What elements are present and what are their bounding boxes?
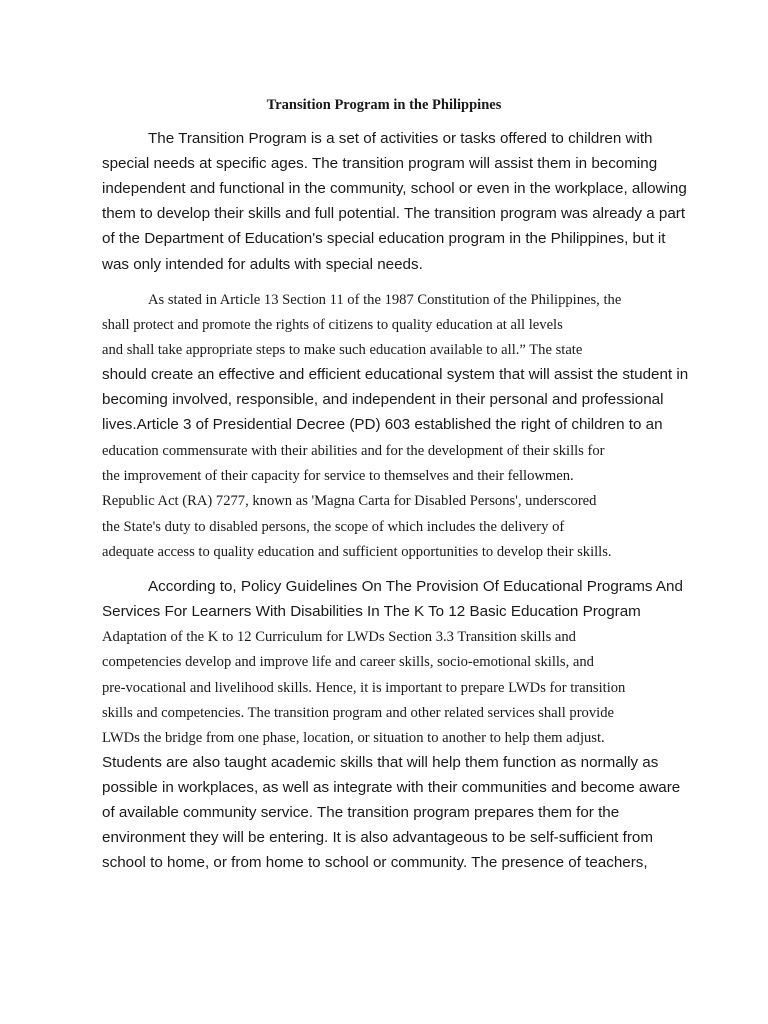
paragraph-3-line: Adaptation of the K to 12 Curriculum for LWDs Section 3.3 Transition skills and [102, 629, 576, 645]
paragraph-2-line: lives.Article 3 of Presidential Decree (PD) 603 established the right of children to an [102, 416, 663, 433]
paragraph-1-line: them to develop their skills and full potential. The transition program was already a part [102, 205, 686, 222]
paragraph-3-line: competencies develop and improve life and career skills, socio-emotional skills, and [102, 654, 594, 670]
paragraph-2-line: the improvement of their capacity for service to themselves and their fellowmen. [102, 468, 574, 484]
paragraph-1-line: of the Department of Education's special education program in the Philippines, but it [102, 230, 666, 247]
paragraph-3-line: LWDs the bridge from one phase, location, or situation to another to help them adjust. [102, 730, 605, 746]
paragraph-1-line: independent and functional in the community, school or even in the workplace, allowing [102, 180, 687, 197]
paragraph-3-line: environment they will be entering. It is also advantageous to be self-sufficient from [102, 829, 653, 846]
paragraph-2-line: adequate access to quality education and sufficient opportunities to develop their skills. [102, 544, 612, 560]
paragraph-3-line: possible in workplaces, as well as integrate with their communities and become aware [102, 779, 681, 796]
paragraph-2-line: should create an effective and efficient educational system that will assist the student in [102, 366, 689, 383]
paragraph-2-line: the State's duty to disabled persons, the scope of which includes the delivery of [102, 519, 565, 535]
paragraph-2-line: Republic Act (RA) 7277, known as 'Magna Carta for Disabled Persons', underscored [102, 493, 597, 509]
paragraph-3-line: Services For Learners With Disabilities In The K To 12 Basic Education Program [102, 603, 641, 620]
paragraph-3-line: skills and competencies. The transition program and other related services shall provide [102, 705, 614, 721]
paragraph-3-line: pre-vocational and livelihood skills. Hence, it is important to prepare LWDs for transition [102, 680, 626, 696]
paragraph-2-line: becoming involved, responsible, and independent in their personal and professional [102, 391, 664, 408]
paragraph-1-line: The Transition Program is a set of activities or tasks offered to children with [148, 130, 653, 147]
paragraph-3-line: of available community service. The transition program prepares them for the [102, 804, 620, 821]
paragraph-2-line: and shall take appropriate steps to make such education available to all.” The state [102, 342, 583, 358]
paragraph-2-line: As stated in Article 13 Section 11 of the 1987 Constitution of the Philippines, the [148, 292, 622, 308]
paragraph-1-line: special needs at specific ages. The transition program will assist them in becoming [102, 155, 658, 172]
paragraph-1-line: was only intended for adults with special needs. [102, 256, 423, 273]
paragraph-3-line: According to, Policy Guidelines On The Provision Of Educational Programs And [148, 578, 683, 595]
paragraph-2-line: shall protect and promote the rights of citizens to quality education at all levels [102, 317, 563, 333]
paragraph-3-line: Students are also taught academic skills that will help them function as normally as [102, 754, 659, 771]
document-title: Transition Program in the Philippines [266, 97, 502, 113]
paragraph-2-line: education commensurate with their abilities and for the development of their skills for [102, 443, 605, 459]
paragraph-3-line: school to home, or from home to school or community. The presence of teachers, [102, 854, 648, 871]
